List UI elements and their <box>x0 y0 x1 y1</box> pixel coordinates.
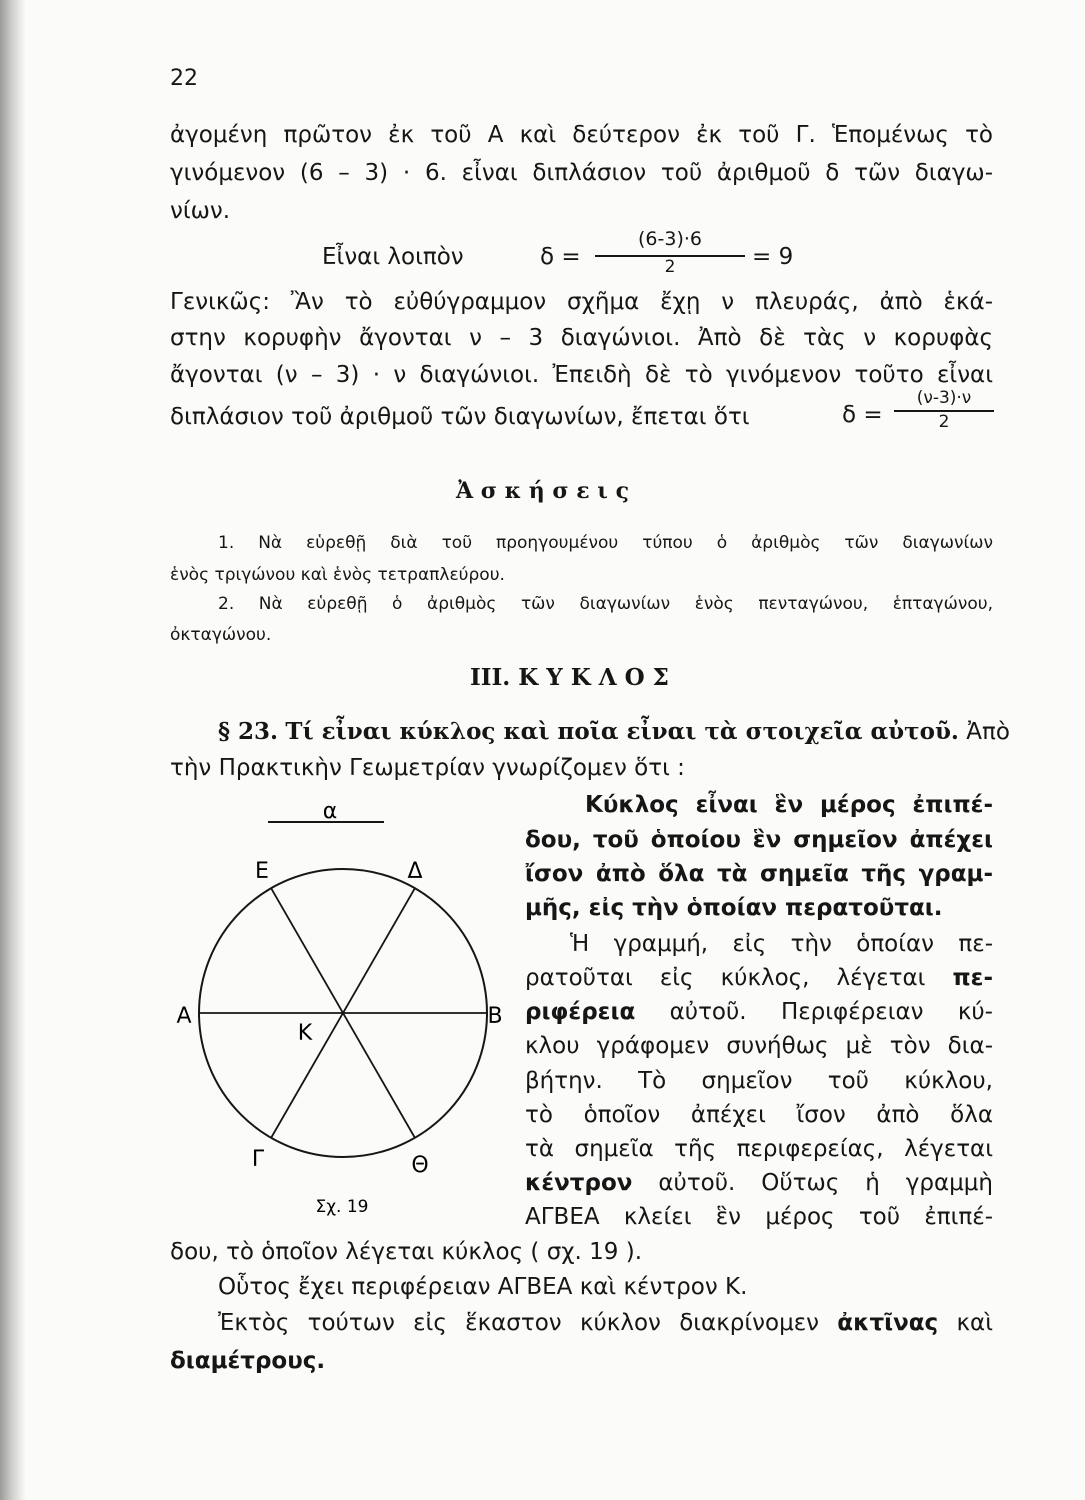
text-line: Οὗτος ἔχει περιφέρειαν ΑΓΒΕΑ καὶ κέντρον Κ. <box>218 1274 748 1300</box>
term-radii: ἀκτῖνας <box>837 1310 939 1336</box>
exercises-heading: Ἀ σ κ ή σ ε ι ς <box>455 478 630 504</box>
text-span: καὶ <box>956 1310 993 1336</box>
point-label-Gamma: Γ <box>251 1147 265 1172</box>
text-span: Ἀπὸ <box>966 719 1010 745</box>
point-label-Theta: Θ <box>411 1153 429 1178</box>
text-line: ΑΓΒΕΑ κλείει ἓν μέρος τοῦ ἐπιπέ- <box>525 1204 993 1230</box>
definition-line: Κύκλος εἶναι ἓν μέρος ἐπιπέ- <box>585 792 993 818</box>
fraction-denominator: 2 <box>938 412 950 432</box>
segment-alpha-label: α <box>322 799 338 824</box>
page-number: 22 <box>170 66 198 91</box>
text-span: Ἐκτὸς τούτων εἰς ἕκαστον κύκλον διακρίνομεν <box>218 1310 819 1336</box>
fraction-numerator: (ν-3)·ν <box>916 388 972 408</box>
term-periphery: ριφέρεια <box>525 999 636 1025</box>
fraction-denominator: 2 <box>664 257 676 277</box>
point-label-K: Κ <box>297 1021 313 1046</box>
fraction-numerator: (6-3)·6 <box>638 228 702 250</box>
text-line: διπλάσιον τοῦ ἀριθμοῦ τῶν διαγωνίων, ἔπεται ὅτι <box>170 404 750 430</box>
paragraph-number: § 23. <box>218 718 279 745</box>
exercise-line: ἑνὸς τριγώνου καὶ ἑνὸς τετραπλεύρου. <box>170 565 505 585</box>
text-line: γινόμενον (6 – 3) · 6. εἶναι διπλάσιον τοῦ ἀριθμοῦ δ τῶν διαγω- <box>170 160 993 186</box>
text-span: αὐτοῦ. Περιφέρειαν κύ- <box>669 999 993 1025</box>
paragraph-title: Τί εἶναι κύκλος καὶ ποῖα εἶναι τὰ στοιχεῖα αὐτοῦ. <box>285 718 959 745</box>
text-line: νίων. <box>170 198 231 224</box>
equation-intro: Εἶναι λοιπὸν <box>322 244 464 270</box>
text-span: ρατοῦται εἰς κύκλος, λέγεται <box>525 965 926 991</box>
equation-rhs: = 9 <box>752 244 794 270</box>
text-line: βήτην. Τὸ σημεῖον τοῦ κύκλου, <box>525 1068 993 1094</box>
text-span: αὐτοῦ. Οὕτως ἡ γραμμὴ <box>658 1170 993 1196</box>
exercise-line: 2. Νὰ εὑρεθῇ ὁ ἀριθμὸς τῶν διαγωνίων ἑνὸς πενταγώνου, ἑπταγώνου, <box>218 594 993 614</box>
equation-lhs: δ = <box>540 244 581 270</box>
text-line: δου, τὸ ὁποῖον λέγεται κύκλος ( σχ. 19 ). <box>170 1239 643 1265</box>
equation-lhs: δ = <box>842 402 883 428</box>
text-line: τὸ ὁποῖον ἀπέχει ἴσον ἀπὸ ὅλα <box>525 1102 993 1128</box>
text-line: τὰ σημεῖα τῆς περιφερείας, λέγεται <box>525 1136 993 1162</box>
text-line: στην κορυφὴν ἄγονται ν – 3 διαγώνιοι. Ἀπὸ δὲ τὰς ν κορυφὰς <box>170 325 993 351</box>
point-label-E: Ε <box>255 859 269 884</box>
term-periphery: πε- <box>952 965 994 991</box>
term-center: κέντρον <box>525 1170 633 1196</box>
text-line: Γενικῶς: Ἂν τὸ εὐθύγραμμον σχῆμα ἔχῃ ν πλευράς, ἀπὸ ἑκά- <box>170 289 993 315</box>
figure-caption: Σχ. 19 <box>315 1197 369 1217</box>
point-label-A: Α <box>176 1004 192 1029</box>
definition-line: μῆς, εἰς τὴν ὁποίαν περατοῦται. <box>525 895 943 921</box>
exercise-line: 1. Νὰ εὑρεθῇ διὰ τοῦ προηγουμένου τύπου ὁ ἀριθμὸς τῶν διαγωνίων <box>218 533 993 553</box>
text-line: ἄγονται (ν – 3) · ν διαγώνιοι. Ἐπειδὴ δὲ τὸ γινόμενον τοῦτο εἶναι <box>170 362 993 388</box>
exercise-line: ὀκταγώνου. <box>170 625 272 645</box>
point-label-B: Β <box>487 1004 503 1029</box>
text-line: κλου γράφομεν συνήθως μὲ τὸν δια- <box>525 1033 993 1059</box>
text-line: Ἡ γραμμή, εἰς τὴν ὁποίαν πε- <box>570 931 993 957</box>
section-heading: III. Κ Υ Κ Λ Ο Σ <box>470 664 669 691</box>
text-line: ἀγομένη πρῶτον ἐκ τοῦ Α καὶ δεύτερον ἐκ τοῦ Γ. Ἑπομένως τὸ <box>170 122 993 148</box>
term-diameters: διαμέτρους. <box>170 1348 326 1374</box>
definition-line: ἴσον ἀπὸ ὅλα τὰ σημεῖα τῆς γραμ- <box>525 861 993 887</box>
text-line: τὴν Πρακτικὴν Γεωμετρίαν γνωρίζομεν ὅτι : <box>170 755 685 781</box>
point-label-Delta: Δ <box>407 859 423 884</box>
definition-line: δου, τοῦ ὁποίου ἓν σημεῖον ἀπέχει <box>525 827 993 853</box>
